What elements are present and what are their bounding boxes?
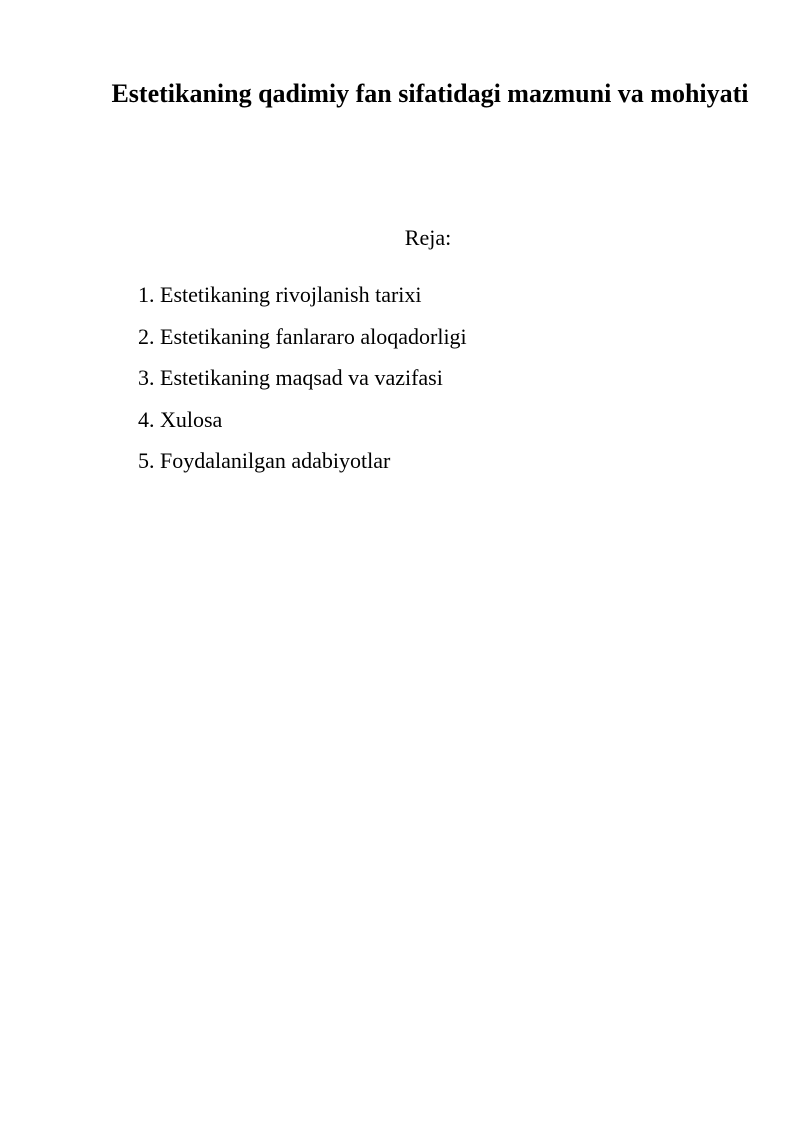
plan-item-4: 4. Xulosa [138,406,223,432]
plan-item-1: 1. Estetikaning rivojlanish tarixi [138,282,422,307]
plan-list [138,274,467,482]
plan-item-5: 5. Foydalanilgan adabiyotlar [138,448,391,473]
plan-heading: Reja: [404,225,452,250]
plan-item-2: 2. Estetikaning fanlararo aloqadorligi [138,323,467,349]
plan-item-3: 3. Estetikaning maqsad va vazifasi [138,365,443,390]
document-title: Estetikaning qadimiy fan sifatidagi mazmuni va mohiyati [111,79,749,108]
